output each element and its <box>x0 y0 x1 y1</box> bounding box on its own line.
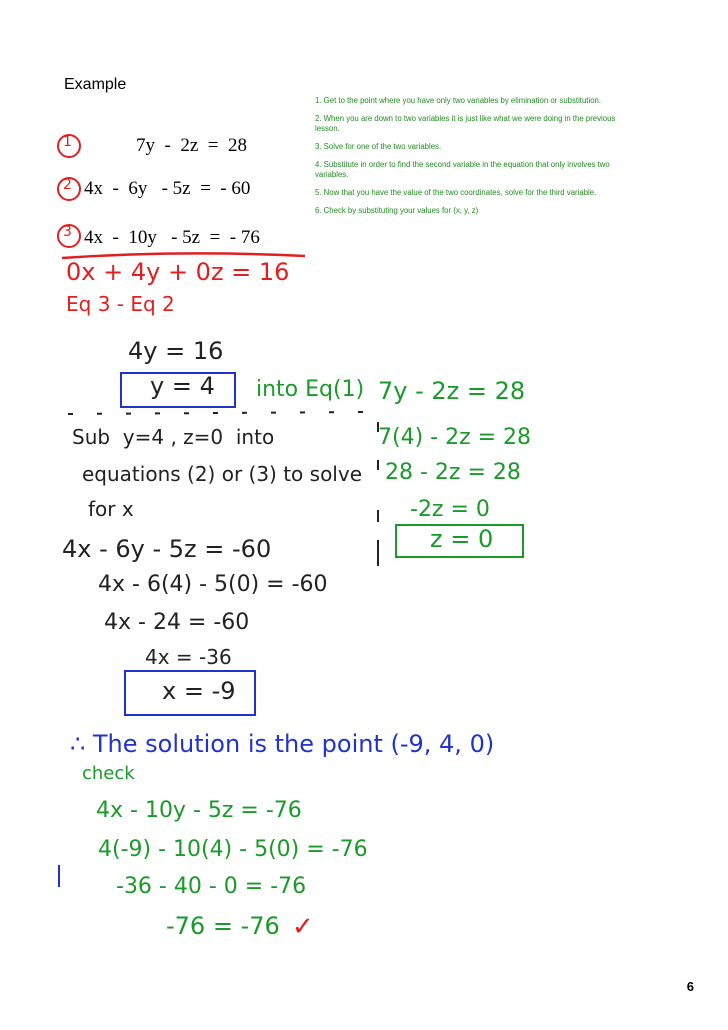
check-step-2: 4(-9) - 10(4) - 5(0) = -76 <box>98 837 368 862</box>
eq1-step-b: 7(4) - 2z = 28 <box>378 425 532 450</box>
step-item: 6. Check by substituting your values for (x, y, z) <box>315 206 479 215</box>
check-label: check <box>82 763 135 784</box>
x-step-4: 4x = -36 <box>145 645 232 669</box>
step-item: 1. Get to the point where you have only two variables by elimination or substitution. <box>315 96 602 105</box>
page-title: Example <box>64 76 127 93</box>
eq1-step-d: -2z = 0 <box>410 497 490 522</box>
steps-list <box>315 96 635 224</box>
eq1-step-a: 7y - 2z = 28 <box>378 377 526 405</box>
cursor-mark <box>58 865 60 887</box>
elimination-label: Eq 3 - Eq 2 <box>66 292 175 316</box>
check-step-4: -76 = -76 <box>166 912 280 940</box>
x-step-3: 4x - 24 = -60 <box>104 610 250 635</box>
y-result: y = 4 <box>150 372 215 400</box>
x-step-1: 4x - 6y - 5z = -60 <box>62 535 272 563</box>
sub-instruction-2: equations (2) or (3) to solve <box>82 462 362 486</box>
y-equation: 4y = 16 <box>128 337 224 365</box>
solution-statement: ∴ The solution is the point (-9, 4, 0) <box>70 730 495 758</box>
check-step-1: 4x - 10y - 5z = -76 <box>96 798 302 823</box>
equation-1-number: 1 <box>63 134 72 150</box>
z-result: z = 0 <box>430 525 494 553</box>
step-item: 4. Substitute in order to find the second variable in the equation that only involves two variables. <box>315 160 610 179</box>
step-item: 2. When you are down to two variables it is just like what we were doing in the previous lesson. <box>315 114 616 133</box>
equation-2-number: 2 <box>63 177 72 193</box>
sub-instruction-3: for x <box>88 497 134 521</box>
check-step-3: -36 - 40 - 0 = -76 <box>116 874 307 899</box>
step-item: 5. Now that you have the value of the two coordinates, solve for the third variable. <box>315 188 597 197</box>
elimination-result: 0x + 4y + 0z = 16 <box>66 258 290 286</box>
into-eq1-label: into Eq(1) <box>256 377 365 402</box>
equation-2: 4x - 6y - 5z = - 60 <box>84 178 251 199</box>
x-result: x = -9 <box>162 677 236 705</box>
x-step-2: 4x - 6(4) - 5(0) = -60 <box>98 572 328 597</box>
equation-3-number: 3 <box>63 224 72 240</box>
check-mark-icon: ✓ <box>292 912 314 942</box>
eq1-step-c: 28 - 2z = 28 <box>385 460 521 485</box>
sub-instruction-1: Sub y=4 , z=0 into <box>72 425 275 449</box>
page-number: 6 <box>686 979 694 994</box>
equation-1: 7y - 2z = 28 <box>136 135 247 156</box>
equation-3: 4x - 10y - 5z = - 76 <box>84 227 260 248</box>
step-item: 3. Solve for one of the two variables. <box>315 142 442 151</box>
dashed-separator <box>66 406 366 422</box>
vertical-separator <box>372 420 384 570</box>
